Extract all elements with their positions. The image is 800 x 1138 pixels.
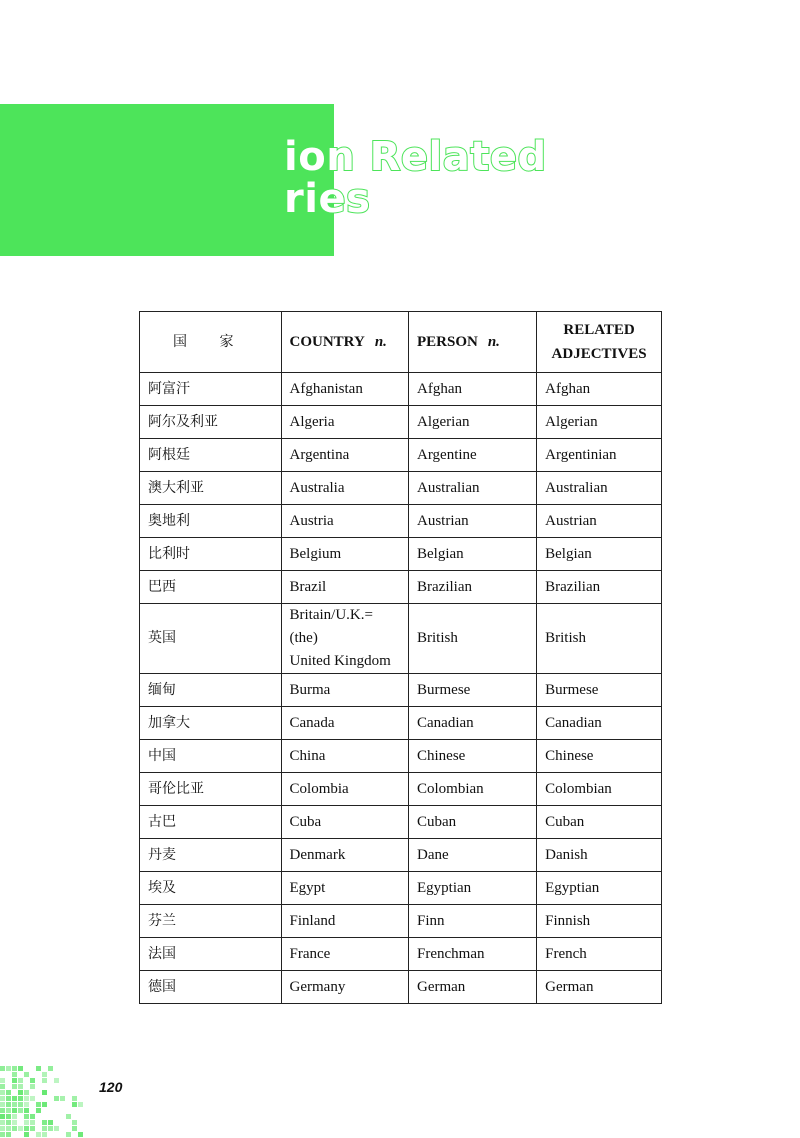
cell-country-line-1: Britain/U.K.=(the) bbox=[289, 607, 373, 646]
cell-country bbox=[281, 604, 408, 674]
cell-chinese: 德国 bbox=[140, 971, 282, 1004]
cell-country: France bbox=[281, 938, 408, 971]
cell-country-line-2: United Kingdom bbox=[289, 653, 391, 669]
pixel-square bbox=[36, 1066, 41, 1071]
cell-country: Germany bbox=[281, 971, 408, 1004]
cell-country: Egypt bbox=[281, 872, 408, 905]
page-title bbox=[0, 136, 800, 226]
cell-chinese: 哥伦比亚 bbox=[140, 773, 282, 806]
pixel-square bbox=[72, 1096, 77, 1101]
pixel-square bbox=[12, 1084, 17, 1089]
pixel-square bbox=[12, 1102, 17, 1107]
pixel-square bbox=[18, 1126, 23, 1131]
cell-chinese: 中国 bbox=[140, 740, 282, 773]
cell-country: Colombia bbox=[281, 773, 408, 806]
pixel-square bbox=[0, 1096, 5, 1101]
header-country-pos: n. bbox=[374, 333, 387, 350]
cell-adjective: Canadian bbox=[537, 707, 662, 740]
cell-person: Brazilian bbox=[409, 571, 537, 604]
cell-adjective: Afghan bbox=[537, 373, 662, 406]
pixel-square bbox=[0, 1132, 5, 1137]
pixel-pattern-decoration bbox=[0, 1066, 96, 1138]
pixel-square bbox=[60, 1096, 65, 1101]
pixel-square bbox=[30, 1096, 35, 1101]
cell-chinese: 奥地利 bbox=[140, 505, 282, 538]
pixel-square bbox=[6, 1108, 11, 1113]
pixel-square bbox=[12, 1114, 17, 1119]
pixel-square bbox=[12, 1108, 17, 1113]
table-row bbox=[140, 872, 662, 905]
pixel-square bbox=[36, 1132, 41, 1137]
pixel-square bbox=[12, 1078, 17, 1083]
cell-adjective: French bbox=[537, 938, 662, 971]
pixel-square bbox=[78, 1102, 83, 1107]
table-row bbox=[140, 373, 662, 406]
pixel-square bbox=[66, 1114, 71, 1119]
pixel-square bbox=[48, 1066, 53, 1071]
pixel-square bbox=[0, 1126, 5, 1131]
pixel-square bbox=[12, 1066, 17, 1071]
cell-chinese: 巴西 bbox=[140, 571, 282, 604]
pixel-square bbox=[48, 1126, 53, 1131]
cell-person: Algerian bbox=[409, 406, 537, 439]
pixel-square bbox=[6, 1132, 11, 1137]
cell-country: Cuba bbox=[281, 806, 408, 839]
pixel-square bbox=[42, 1120, 47, 1125]
header-related-line-1: RELATED bbox=[563, 322, 635, 338]
pixel-square bbox=[72, 1126, 77, 1131]
cell-person: Afghan bbox=[409, 373, 537, 406]
header-chinese: 国 家 bbox=[140, 312, 282, 373]
pixel-square bbox=[48, 1120, 53, 1125]
pixel-square bbox=[36, 1102, 41, 1107]
cell-person: Dane bbox=[409, 839, 537, 872]
pixel-square bbox=[24, 1132, 29, 1137]
pixel-square bbox=[6, 1096, 11, 1101]
cell-adjective: Cuban bbox=[537, 806, 662, 839]
cell-country: Belgium bbox=[281, 538, 408, 571]
pixel-square bbox=[30, 1126, 35, 1131]
pixel-square bbox=[0, 1090, 5, 1095]
pixel-square bbox=[0, 1078, 5, 1083]
pixel-square bbox=[24, 1096, 29, 1101]
pixel-square bbox=[66, 1132, 71, 1137]
cell-country: Denmark bbox=[281, 839, 408, 872]
cell-adjective: Egyptian bbox=[537, 872, 662, 905]
cell-person: Burmese bbox=[409, 674, 537, 707]
header-person-pos: n. bbox=[487, 333, 500, 350]
table-row bbox=[140, 406, 662, 439]
cell-country: Finland bbox=[281, 905, 408, 938]
cell-country: Brazil bbox=[281, 571, 408, 604]
header-country bbox=[281, 312, 408, 373]
cell-person: Frenchman bbox=[409, 938, 537, 971]
cell-country: Burma bbox=[281, 674, 408, 707]
pixel-square bbox=[0, 1084, 5, 1089]
pixel-square bbox=[0, 1108, 5, 1113]
pixel-square bbox=[78, 1132, 83, 1137]
cell-chinese: 法国 bbox=[140, 938, 282, 971]
pixel-square bbox=[42, 1102, 47, 1107]
page-number: 120 bbox=[99, 1079, 123, 1095]
pixel-square bbox=[24, 1114, 29, 1119]
pixel-square bbox=[18, 1096, 23, 1101]
cell-country: Algeria bbox=[281, 406, 408, 439]
pixel-square bbox=[18, 1066, 23, 1071]
pixel-square bbox=[18, 1108, 23, 1113]
pixel-square bbox=[6, 1126, 11, 1131]
cell-chinese: 阿根廷 bbox=[140, 439, 282, 472]
pixel-square bbox=[54, 1096, 59, 1101]
table-row bbox=[140, 773, 662, 806]
table-body bbox=[140, 373, 662, 1004]
pixel-square bbox=[6, 1090, 11, 1095]
pixel-square bbox=[30, 1078, 35, 1083]
cell-person: Egyptian bbox=[409, 872, 537, 905]
pixel-square bbox=[0, 1120, 5, 1125]
pixel-square bbox=[30, 1084, 35, 1089]
pixel-square bbox=[54, 1078, 59, 1083]
pixel-square bbox=[6, 1066, 11, 1071]
header-related-adjectives bbox=[537, 312, 662, 373]
cell-person: Cuban bbox=[409, 806, 537, 839]
cell-adjective: Belgian bbox=[537, 538, 662, 571]
cell-country: Afghanistan bbox=[281, 373, 408, 406]
pixel-square bbox=[42, 1090, 47, 1095]
pixel-square bbox=[36, 1108, 41, 1113]
cell-adjective: German bbox=[537, 971, 662, 1004]
pixel-square bbox=[42, 1126, 47, 1131]
cell-adjective: British bbox=[537, 604, 662, 674]
cell-country: Austria bbox=[281, 505, 408, 538]
table-row bbox=[140, 505, 662, 538]
table-row bbox=[140, 604, 662, 674]
pixel-square bbox=[18, 1102, 23, 1107]
cell-chinese: 英国 bbox=[140, 604, 282, 674]
pixel-square bbox=[72, 1120, 77, 1125]
cell-country: Canada bbox=[281, 707, 408, 740]
pixel-square bbox=[18, 1084, 23, 1089]
cell-adjective: Colombian bbox=[537, 773, 662, 806]
header-country-label: COUNTRY bbox=[289, 333, 365, 350]
cell-country: Australia bbox=[281, 472, 408, 505]
pixel-square bbox=[42, 1078, 47, 1083]
pixel-square bbox=[6, 1114, 11, 1119]
cell-adjective: Austrian bbox=[537, 505, 662, 538]
cell-adjective: Danish bbox=[537, 839, 662, 872]
pixel-square bbox=[24, 1072, 29, 1077]
pixel-square bbox=[72, 1102, 77, 1107]
pixel-square bbox=[6, 1120, 11, 1125]
cell-person: Chinese bbox=[409, 740, 537, 773]
cell-country: Argentina bbox=[281, 439, 408, 472]
pixel-square bbox=[42, 1072, 47, 1077]
pixel-square bbox=[42, 1132, 47, 1137]
header-related-line-2: ADJECTIVES bbox=[551, 346, 647, 362]
cell-chinese: 丹麦 bbox=[140, 839, 282, 872]
table-row bbox=[140, 707, 662, 740]
cell-chinese: 比利时 bbox=[140, 538, 282, 571]
table-row bbox=[140, 938, 662, 971]
pixel-square bbox=[54, 1126, 59, 1131]
table-row bbox=[140, 538, 662, 571]
cell-person: Finn bbox=[409, 905, 537, 938]
cell-chinese: 芬兰 bbox=[140, 905, 282, 938]
cell-person: Colombian bbox=[409, 773, 537, 806]
cell-adjective: Brazilian bbox=[537, 571, 662, 604]
table-row bbox=[140, 674, 662, 707]
table-row bbox=[140, 971, 662, 1004]
pixel-square bbox=[12, 1126, 17, 1131]
pixel-square bbox=[6, 1102, 11, 1107]
table-row bbox=[140, 905, 662, 938]
pixel-square bbox=[24, 1108, 29, 1113]
pixel-square bbox=[24, 1126, 29, 1131]
pixel-square bbox=[12, 1120, 17, 1125]
header-person-label: PERSON bbox=[417, 333, 478, 350]
table-row bbox=[140, 806, 662, 839]
cell-adjective: Argentinian bbox=[537, 439, 662, 472]
cell-person: British bbox=[409, 604, 537, 674]
pixel-square bbox=[18, 1090, 23, 1095]
cell-adjective: Chinese bbox=[537, 740, 662, 773]
cell-person: Canadian bbox=[409, 707, 537, 740]
cell-chinese: 加拿大 bbox=[140, 707, 282, 740]
cell-chinese: 埃及 bbox=[140, 872, 282, 905]
pixel-square bbox=[24, 1120, 29, 1125]
cell-person: Austrian bbox=[409, 505, 537, 538]
cell-country: China bbox=[281, 740, 408, 773]
page-title-line-2: ries bbox=[284, 176, 371, 222]
cell-chinese: 古巴 bbox=[140, 806, 282, 839]
page-title-line-1: ion Related bbox=[284, 134, 547, 180]
pixel-square bbox=[12, 1072, 17, 1077]
table-row bbox=[140, 839, 662, 872]
pixel-square bbox=[24, 1102, 29, 1107]
table-row bbox=[140, 472, 662, 505]
cell-chinese: 阿尔及利亚 bbox=[140, 406, 282, 439]
pixel-square bbox=[0, 1102, 5, 1107]
table-row bbox=[140, 571, 662, 604]
table-row bbox=[140, 439, 662, 472]
cell-person: Belgian bbox=[409, 538, 537, 571]
cell-chinese: 阿富汗 bbox=[140, 373, 282, 406]
country-vocabulary-table bbox=[139, 311, 662, 1004]
pixel-square bbox=[12, 1096, 17, 1101]
pixel-square bbox=[30, 1114, 35, 1119]
pixel-square bbox=[0, 1066, 5, 1071]
cell-adjective: Burmese bbox=[537, 674, 662, 707]
cell-person: German bbox=[409, 971, 537, 1004]
cell-adjective: Algerian bbox=[537, 406, 662, 439]
pixel-square bbox=[24, 1090, 29, 1095]
table-row bbox=[140, 740, 662, 773]
table-header-row bbox=[140, 312, 662, 373]
cell-chinese: 澳大利亚 bbox=[140, 472, 282, 505]
cell-chinese: 缅甸 bbox=[140, 674, 282, 707]
cell-adjective: Australian bbox=[537, 472, 662, 505]
pixel-square bbox=[18, 1078, 23, 1083]
header-person bbox=[409, 312, 537, 373]
pixel-square bbox=[30, 1120, 35, 1125]
cell-person: Argentine bbox=[409, 439, 537, 472]
pixel-square bbox=[0, 1114, 5, 1119]
cell-adjective: Finnish bbox=[537, 905, 662, 938]
cell-person: Australian bbox=[409, 472, 537, 505]
